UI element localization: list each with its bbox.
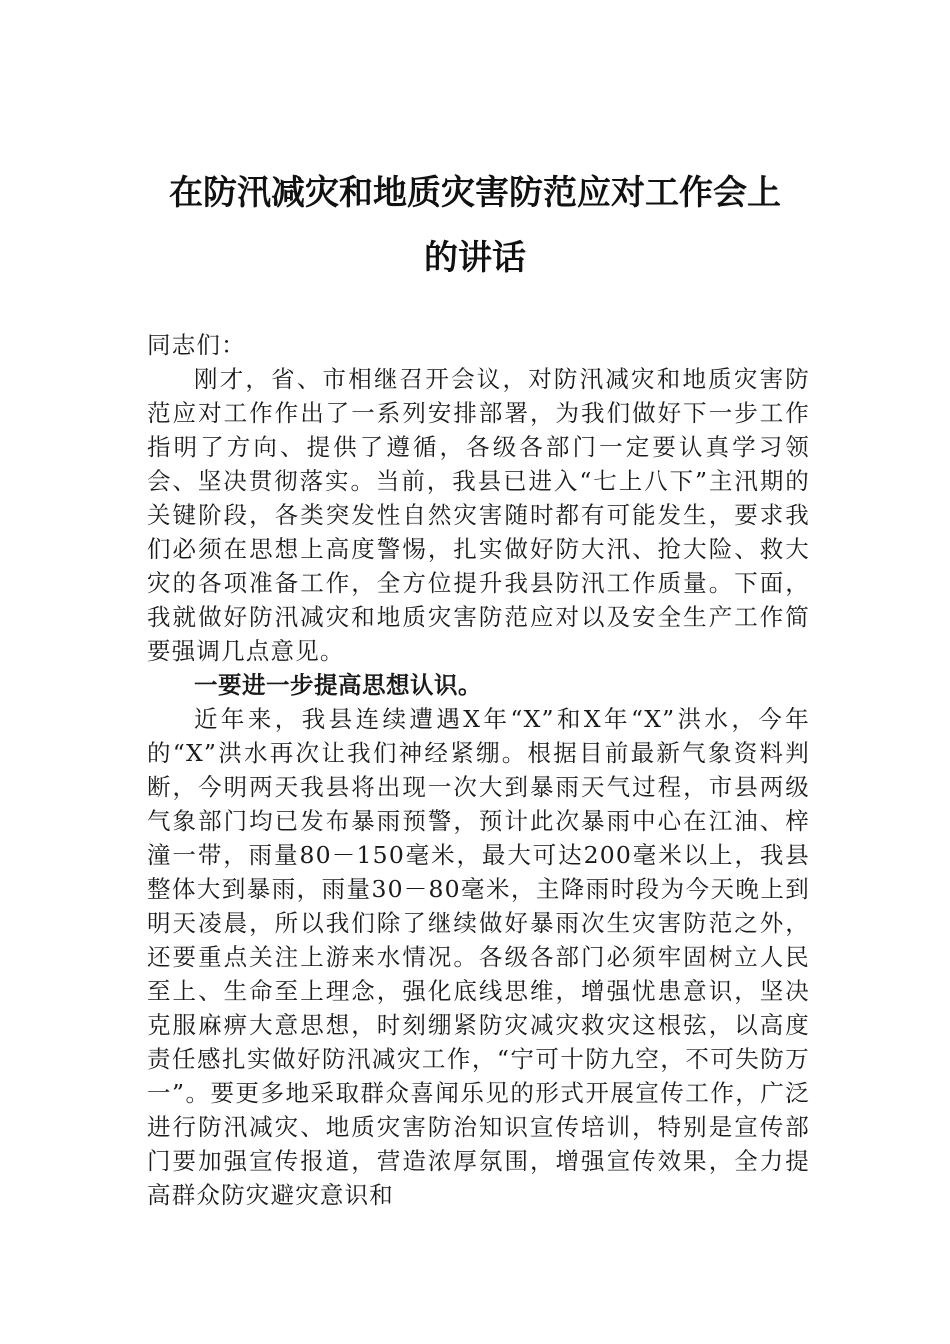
- paragraph-intro: 刚才，省、市相继召开会议，对防汛减灾和地质灾害防范应对工作作出了一系列安排部署，为我们做好下一步工作指明了方向、提供了遵循，各级各部门一定要认真学习领会、坚决贯彻落实。当前，我县已进入“七上八下”主汛期的关键阶段，各类突发性自然灾害随时都有可能发生，要求我们必须在思想上高度警惕，扎实做好防大汛、抢大险、救大灾的各项准备工作，全方位提升我县防汛工作质量。下面，我就做好防汛减灾和地质灾害防范应对以及安全生产工作简要强调几点意见。: [147, 365, 810, 665]
- document-title-line-1: 在防汛减灾和地质灾害防范应对工作会上: [169, 173, 781, 213]
- salutation: 同志们：: [147, 331, 246, 359]
- document-title-line-2: 的讲话: [424, 238, 526, 278]
- section-heading-1: 一要进一步提高思想认识。: [194, 671, 482, 699]
- paragraph-section-1: 近年来，我县连续遭遇X年“X”和X年“X”洪水，今年的“X”洪水再次让我们神经紧绷。根据目前最新气象资料判断，今明两天我县将出现一次大到暴雨天气过程，市县两级气象部门均已发布暴雨预警，预计此次暴雨中心在江油、梓潼一带，雨量80－150毫米，最大可达200毫米以上，我县整体大到暴雨，雨量30－80毫米，主降雨时段为今天晚上到明天凌晨，所以我们除了继续做好暴雨次生灾害防范之外，还要重点关注上游来水情况。各级各部门必须牢固树立人民至上、生命至上理念，强化底线思维，增强忧患意识，坚决克服麻痹大意思想，时刻绷紧防灾减灾救灾这根弦，以高度责任感扎实做好防汛减灾工作，“宁可十防九空，不可失防万一”。要更多地采取群众喜闻乐见的形式开展宣传工作，广泛进行防汛减灾、地质灾害防治知识宣传培训，特别是宣传部门要加强宣传报道，营造浓厚氛围，增强宣传效果，全力提高群众防灾避灾意识和: [147, 705, 810, 1209]
- document-body: [147, 328, 810, 1212]
